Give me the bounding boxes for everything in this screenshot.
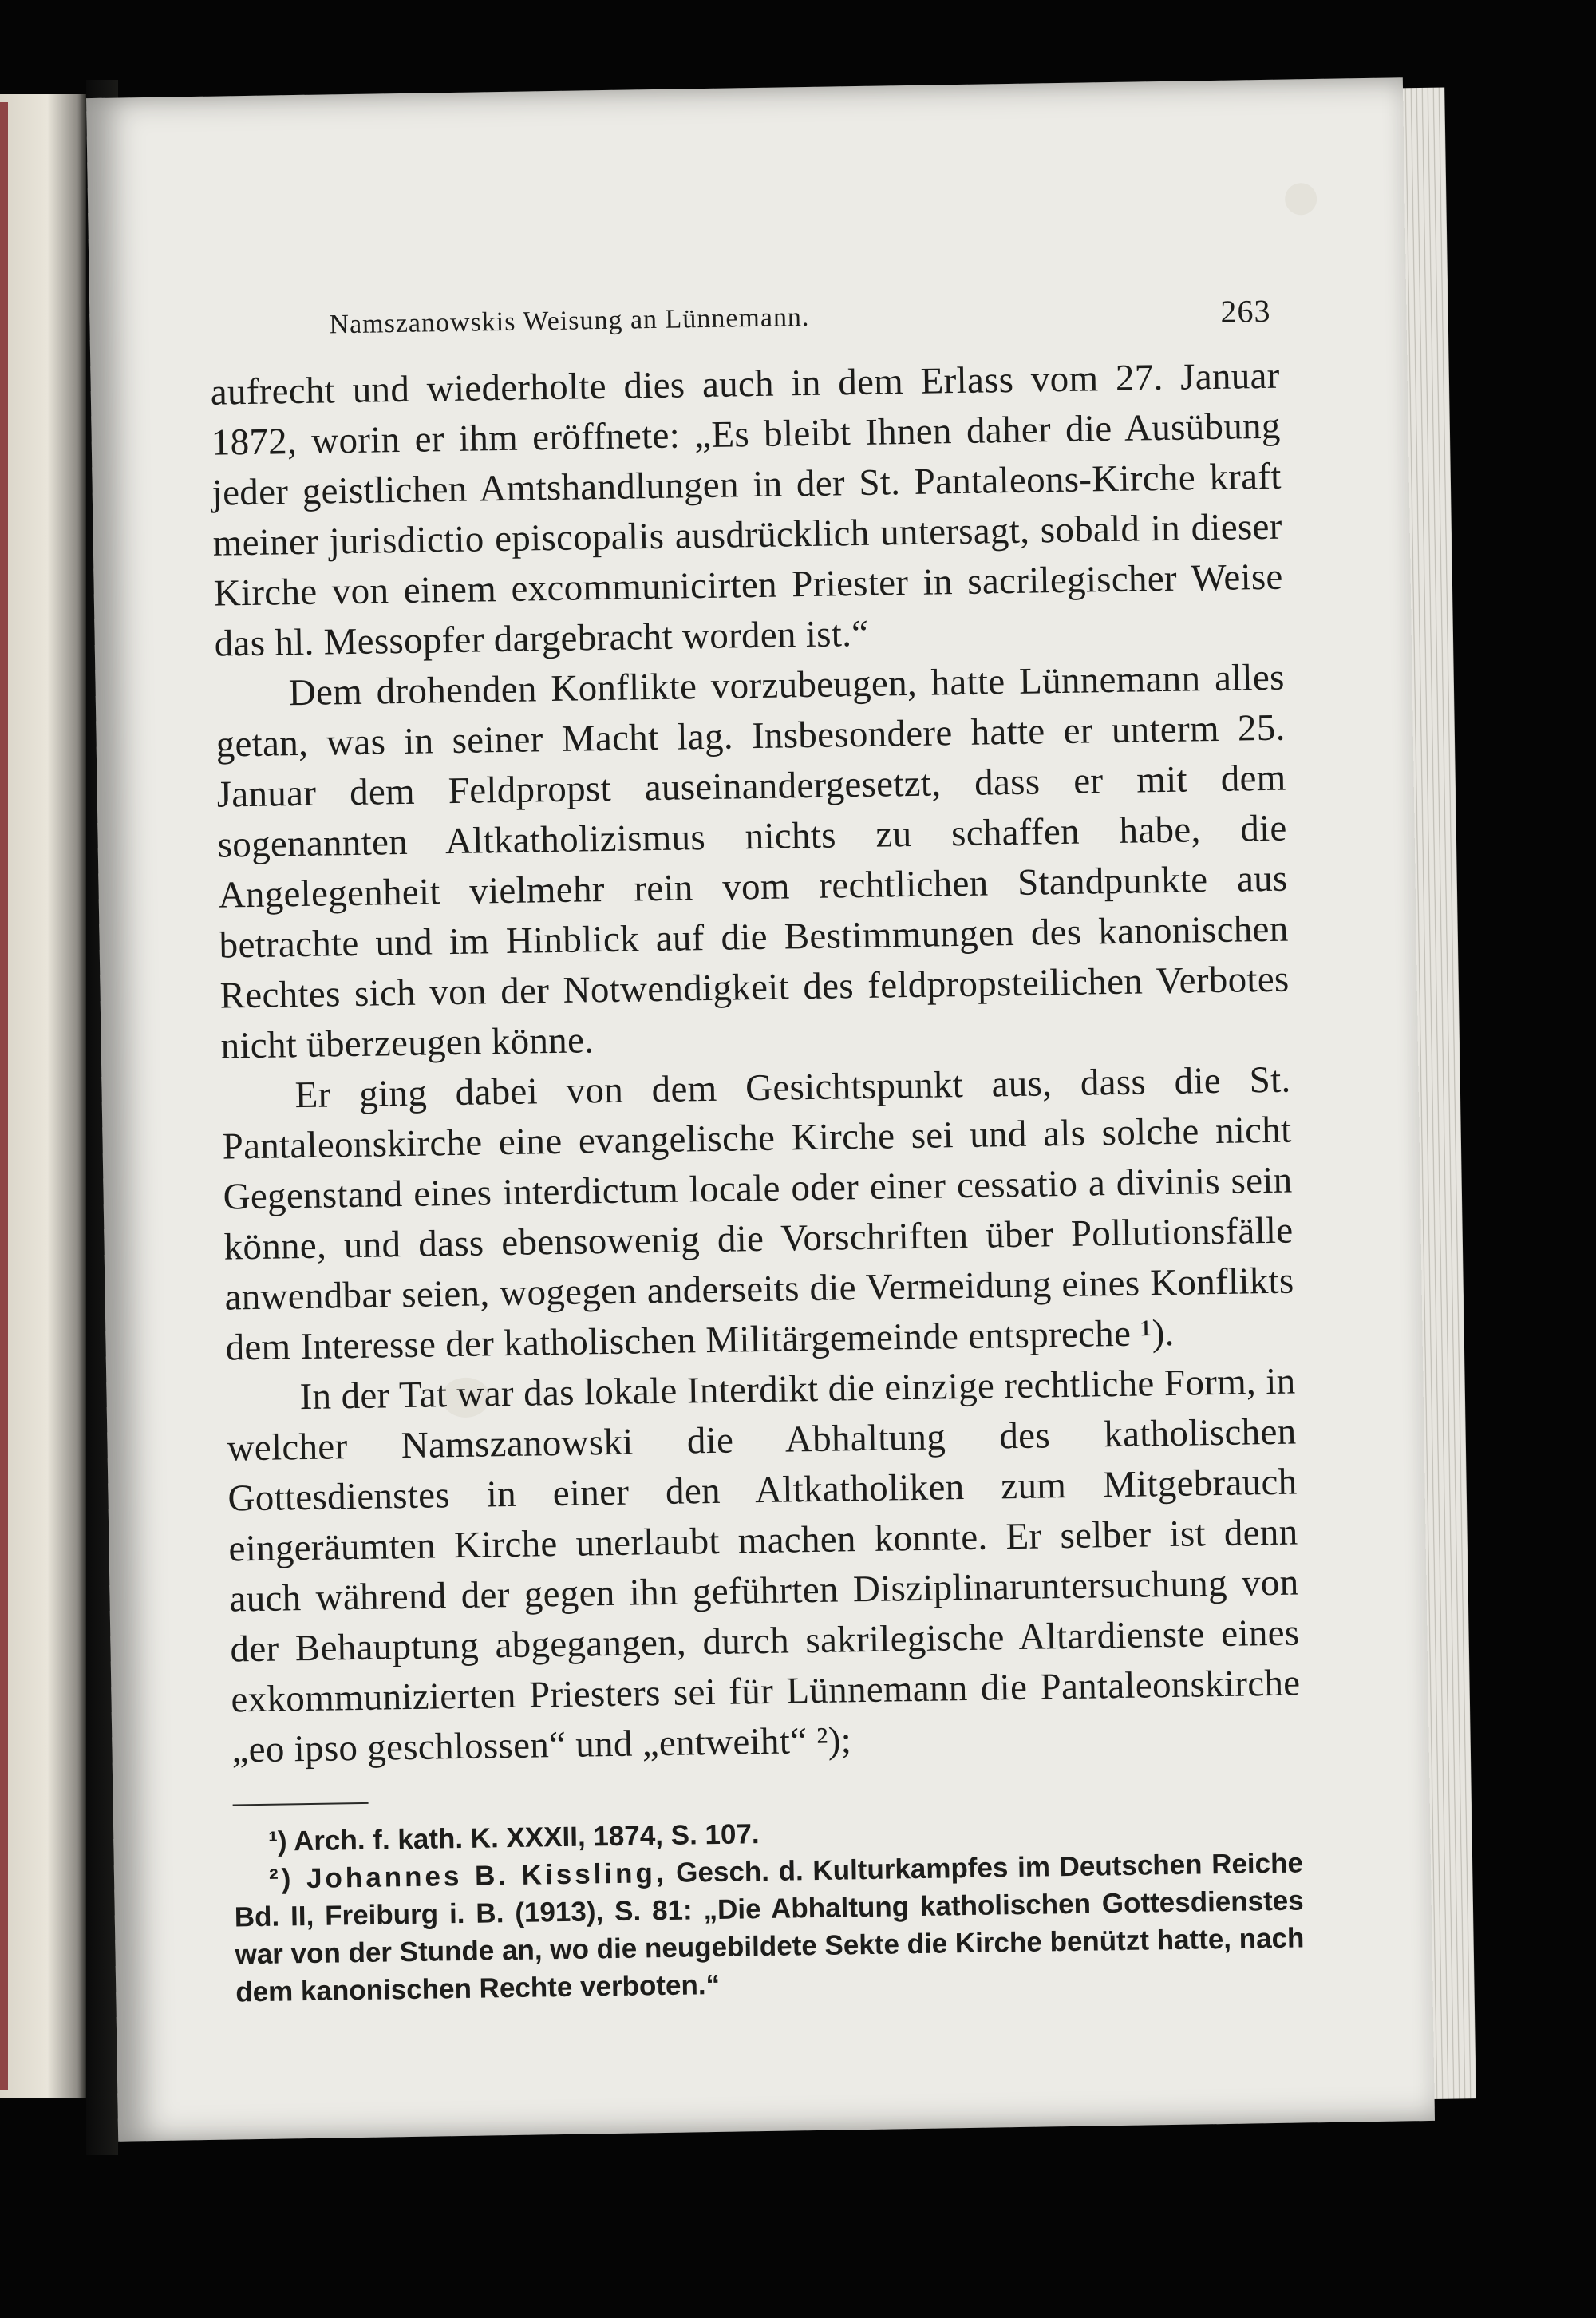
left-page-red-edge bbox=[0, 102, 8, 2090]
footnote-2-text: Gesch. d. Kulturkampfes im Deutschen Reiche Bd. II, Freiburg i. B. (1913), S. 81: „Die Abhaltung katholischen Gottesdienstes war von der Stunde an, wo die neugebildete Sekte die Kirche benützt hatte, nach dem kanonischen Rechte verboten.“ bbox=[234, 1847, 1305, 2008]
running-title: Namszanowskis Weisung an Lünnemann. bbox=[329, 302, 810, 340]
footnote-1: ¹) Arch. f. kath. K. XXXII, 1874, S. 107. bbox=[268, 1818, 760, 1857]
footnote-2-author: ²) Johannes B. Kissling, bbox=[268, 1857, 667, 1895]
paragraph-2: Dem drohenden Konflikte vorzubeugen, hatte Lünnemann alles getan, was in seiner Macht lag. Insbesondere hatte er unterm 25. Januar dem Feldpropst auseinandergesetzt, dass er mit dem sogenannten Altkatholizismus nichts zu schaffen habe, die Angelegenheit vielmehr rein vom rechtlichen Standpunkte aus betrachte und im Hinblick auf die Bestimmungen des kanonischen Rechtes sich von der Notwendigkeit des feldpropsteilichen Verbotes nicht überzeugen könne. bbox=[215, 656, 1290, 1067]
text-block bbox=[209, 292, 1305, 2011]
main-text bbox=[210, 351, 1302, 1776]
footnote-2 bbox=[234, 1844, 1306, 2011]
page-number: 263 bbox=[1220, 292, 1271, 330]
footnotes bbox=[233, 1806, 1306, 2011]
right-page bbox=[86, 77, 1435, 2142]
footnote-rule bbox=[233, 1802, 369, 1806]
paragraph-1: aufrecht und wiederholte dies auch in dem Erlass vom 27. Januar 1872, worin er ihm eröffnete: „Es bleibt Ihnen daher die Ausübung jeder geistlichen Amtshandlungen in der St. Pantaleons-Kirche kraft meiner jurisdictio episcopalis ausdrücklich untersagt, sobald in dieser Kirche von einem excommunicirten Priester in sacrilegischer Weise das hl. Messopfer dargebracht worden ist.“ bbox=[210, 354, 1284, 665]
paragraph-4: In der Tat war das lokale Interdikt die einzige rechtliche Form, in welcher Namszanowski die Abhaltung des katholischen Gottesdienstes in einer den Altkatholiken zum Mitgebrauch eingeräumten Kirche unerlaubt machen konnte. Er selber ist denn auch während der gegen ihn geführten Disziplinaruntersuchung von der Behauptung abgegangen, durch sakrilegische Altardienste eines exkommunizierten Priesters sei für Lünnemann die Pantaleonskirche „eo ipso geschlossen“ und „entweiht“ ²); bbox=[227, 1360, 1301, 1771]
left-page-edge bbox=[0, 94, 86, 2098]
paragraph-3: Er ging dabei von dem Gesichtspunkt aus, dass die St. Pantaleonskirche eine evangelische Kirche sei und als solche nicht Gegenstand eines interdictum locale oder einer cessatio a divinis sein könne, und dass ebensowenig die Vorschriften über Pollutionsfälle anwendbar seien, wogegen anderseits die Vermeidung eines Konflikts dem Interesse der katholischen Militärgemeinde entspreche ¹). bbox=[222, 1058, 1294, 1369]
paper-spot bbox=[1285, 183, 1317, 216]
